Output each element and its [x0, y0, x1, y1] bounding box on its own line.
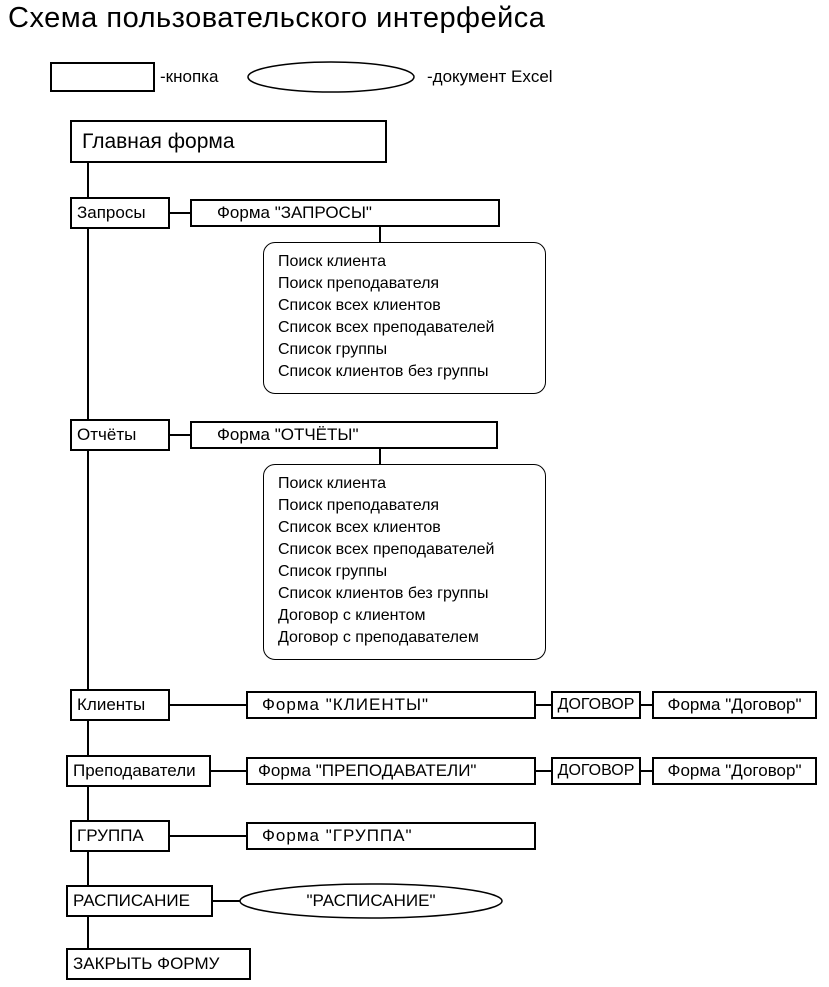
list-item: Список клиентов без группы: [278, 363, 489, 380]
form-reports-box: Форма "ОТЧЁТЫ": [190, 421, 498, 449]
contract-form-clients: Форма "Договор": [652, 691, 817, 719]
form-clients-box: Форма "КЛИЕНТЫ": [246, 691, 536, 719]
legend-button-swatch: [50, 62, 155, 92]
list-item: Список всех клиентов: [278, 297, 441, 314]
page-title: Схема пользовательского интерфейса: [8, 2, 546, 34]
list-item: Договор с преподавателем: [278, 629, 479, 646]
list-item: Поиск преподавателя: [278, 497, 440, 514]
legend-button-label: -кнопка: [160, 67, 219, 86]
queries-list-box: [263, 242, 546, 394]
legend-excel-ellipse: [248, 62, 414, 92]
button-reports: Отчёты: [70, 419, 170, 451]
contract-button-teachers: ДОГОВОР: [551, 757, 641, 785]
form-group-box: Форма "ГРУППА": [246, 822, 536, 850]
list-item: Поиск клиента: [278, 253, 387, 270]
button-clients: Клиенты: [70, 689, 170, 721]
list-item: Список всех клиентов: [278, 519, 441, 536]
reports-list-box: [263, 464, 546, 660]
button-group: ГРУППА: [70, 820, 170, 852]
list-item: Договор с клиентом: [278, 607, 426, 624]
list-item: Список группы: [278, 563, 388, 580]
contract-button-clients: ДОГОВОР: [551, 691, 641, 719]
button-queries: Запросы: [70, 197, 170, 229]
list-item: Список группы: [278, 341, 388, 358]
legend-excel-label: -документ Excel: [427, 67, 553, 86]
list-item: Поиск клиента: [278, 475, 387, 492]
contract-form-teachers: Форма "Договор": [652, 757, 817, 785]
button-close-form: ЗАКРЫТЬ ФОРМУ: [66, 948, 251, 980]
button-teachers: Преподаватели: [66, 755, 211, 787]
list-item: Список клиентов без группы: [278, 585, 489, 602]
list-item: Список всех преподавателей: [278, 319, 495, 336]
button-schedule: РАСПИСАНИЕ: [66, 885, 213, 917]
list-item: Список всех преподавателей: [278, 541, 495, 558]
form-teachers-box: Форма "ПРЕПОДАВАТЕЛИ": [246, 757, 536, 785]
form-queries-box: Форма "ЗАПРОСЫ": [190, 199, 500, 227]
schedule-document-label: "РАСПИСАНИЕ": [306, 891, 436, 910]
main-form-box: Главная форма: [70, 120, 387, 163]
list-item: Поиск преподавателя: [278, 275, 440, 292]
